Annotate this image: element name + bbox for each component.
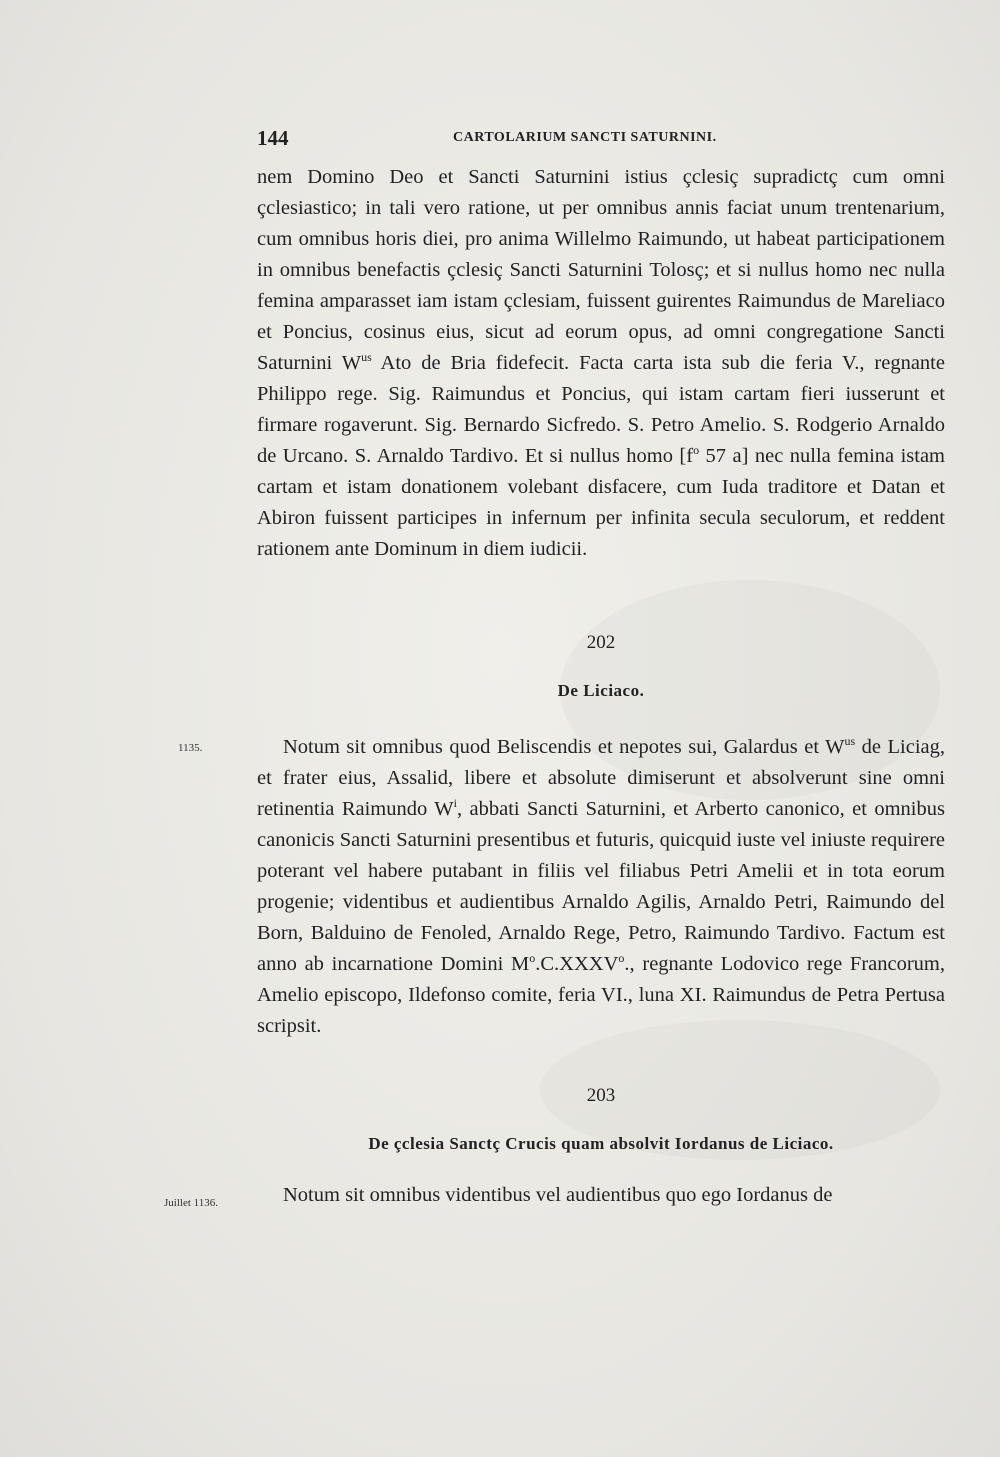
superscript: us bbox=[361, 350, 372, 365]
charter-202-text: , abbati Sancti Saturnini, et Arberto canonico, et omnibus canonicis Sancti Saturnini presentibus et futuris, quicquid iuste vel iniuste requirere poterant vel habere putabant in filiis vel filiabus Petri Amelii et in tota eorum progenie; videntibus et audientibus Arnaldo Agilis, Arnaldo Petri, Raimundo del Born, Balduino de Fenoled, Arnaldo Rege, Petro, Raimundo Tardivo. Factum est anno ab incarnatione Domini M bbox=[257, 798, 945, 975]
margin-date: 1135. bbox=[178, 742, 203, 754]
page-header bbox=[257, 126, 947, 158]
superscript: us bbox=[844, 734, 856, 749]
charter-number: 202 bbox=[586, 632, 616, 653]
charter-202-text: de Liciag, et frater eius, Assalid, libere et absolute dimiserunt et absolverunt sine omni retinentia Raimundo W bbox=[257, 736, 945, 820]
charter-201-text: 57 a] nec nulla femina istam cartam et istam donationem volebant disfacere, cum Iuda traditore et Datan et Abiron fuissent participes in infernum per infinita secula seculorum, et reddent rationem ante Dominum in diem iudicii. bbox=[257, 445, 945, 560]
charter-202-text: Notum sit omnibus quod Beliscendis et nepotes sui, Galardus et W bbox=[283, 736, 845, 758]
charter-201-continuation bbox=[257, 162, 945, 565]
charter-202-text: ., regnante Lodovico rege Francorum, Amelio episcopo, Ildefonso comite, feria VI., luna XI. Raimundus de Petra Pertusa scripsit. bbox=[257, 953, 945, 1037]
margin-date: Juillet 1136. bbox=[164, 1197, 218, 1209]
running-title: CARTOLARIUM SANCTI SATURNINI. bbox=[453, 130, 717, 145]
charter-201-text: Ato de Bria fidefecit. Facta carta ista sub die feria V., regnante Philippo rege. Sig. Raimundus et Poncius, qui istam cartam fieri iusserunt et firmare rogaverunt. Sig. Bernardo Sicfredo. S. Petro Amelio. S. Rodgerio Arnaldo de Urcano. S. Arnaldo Tardivo. Et si nullus homo [f bbox=[257, 352, 945, 467]
charter-202-text: .C.XXXV bbox=[535, 953, 619, 975]
superscript: o bbox=[693, 443, 700, 458]
charter-203-body bbox=[257, 1180, 945, 1211]
superscript: o bbox=[618, 951, 625, 966]
charter-title: De çclesia Sanctç Crucis quam absolvit Iordanus de Liciaco. bbox=[368, 1134, 834, 1153]
charter-201-text: nem Domino Deo et Sancti Saturnini istius çclesiç supradictç cum omni çclesiastico; in tali vero ratione, ut per omnibus annis faciat unum trentenarium, cum omnibus horis diei, pro anima Willelmo Raimundo, ut habeat participationem in omnibus benefactis çclesiç Sancti Saturnini Tolosç; et si nullus homo nec nulla femina amparasset iam istam çclesiam, fuissent guirentes Raimundus de Mareliaco et Poncius, cosinus eius, sicut ad eorum opus, ad omni congregatione Sancti Saturnini W bbox=[257, 166, 945, 374]
charter-title: De Liciaco. bbox=[557, 681, 645, 700]
charter-number: 203 bbox=[586, 1085, 616, 1106]
charter-203-text: Notum sit omnibus videntibus vel audientibus quo ego Iordanus de bbox=[283, 1184, 833, 1206]
superscript: i bbox=[453, 796, 457, 811]
page-number: 144 bbox=[257, 126, 289, 150]
charter-202-body bbox=[257, 732, 945, 1042]
superscript: o bbox=[529, 951, 536, 966]
